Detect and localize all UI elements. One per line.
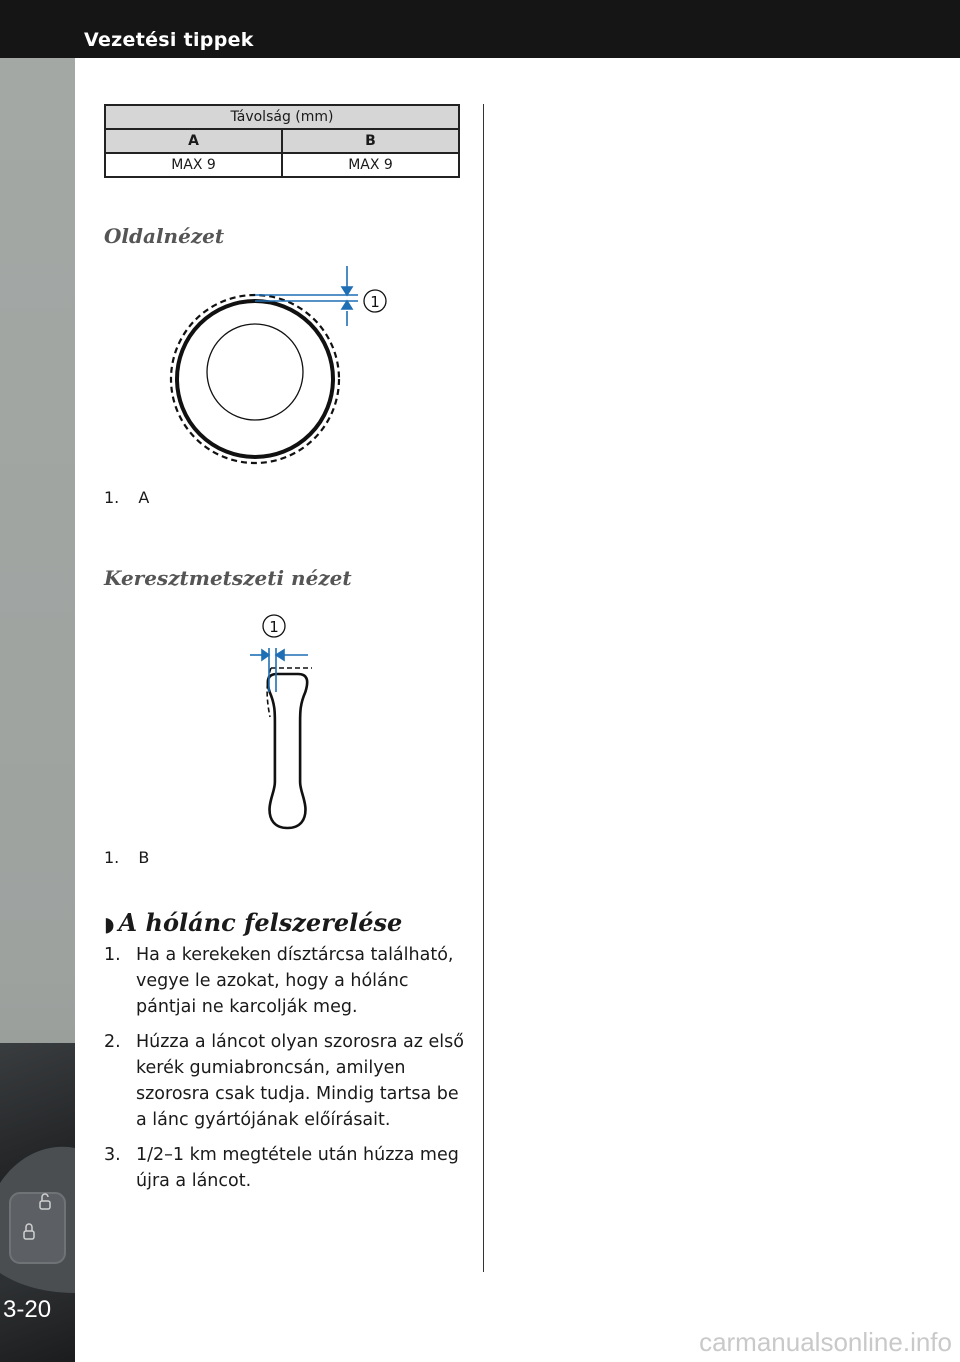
step-text: 1/2–1 km megtétele után húzza meg újra a láncot.: [136, 1145, 459, 1191]
section-marker-icon: ◗: [104, 912, 115, 936]
page-number: 3-20: [3, 1296, 52, 1323]
side-view-note-number: 1.: [104, 488, 120, 507]
step-number: 2.: [104, 1032, 121, 1052]
list-item: [104, 942, 474, 1020]
cross-section-note-label: B: [138, 848, 150, 867]
list-item: [104, 1029, 474, 1133]
section-heading-text: A hólánc felszerelése: [118, 908, 403, 937]
step-text: Húzza a láncot olyan szorosra az első kerék gumiabroncsán, amilyen szorosra csak tudja. Mindig tartsa be a lánc gyártójának előírásait.: [136, 1032, 464, 1130]
step-number: 1.: [104, 945, 121, 965]
table-cell-b: MAX 9: [282, 153, 459, 177]
cross-section-diagram: [240, 612, 330, 837]
side-view-diagram: [160, 262, 410, 472]
table-header-a: A: [105, 129, 282, 153]
steps-list: [104, 942, 474, 1203]
column-divider: [483, 104, 484, 1272]
step-text: Ha a kerekeken dísztárcsa található, vegye le azokat, hogy a hólánc pántjai ne karcolják meg.: [136, 945, 454, 1017]
table-header-b: B: [282, 129, 459, 153]
sidebar-strip: [0, 58, 75, 1362]
cross-section-note-number: 1.: [104, 848, 120, 867]
table-title: Távolság (mm): [105, 105, 459, 129]
side-view-note-label: A: [138, 488, 150, 507]
table-title-row: [105, 105, 459, 129]
cross-section-note: [104, 848, 149, 867]
watermark: carmanualsonline.info: [699, 1327, 952, 1357]
table-row: [105, 153, 459, 177]
table-cell-a: MAX 9: [105, 153, 282, 177]
distance-table: [104, 104, 460, 178]
section-heading: [104, 908, 402, 937]
list-item: [104, 1142, 474, 1194]
side-view-caption: Oldalnézet: [104, 224, 225, 248]
step-number: 3.: [104, 1145, 121, 1165]
side-view-note: [104, 488, 149, 507]
side-view-marker: 1: [370, 293, 380, 311]
cross-section-caption: Keresztmetszeti nézet: [104, 566, 352, 590]
cross-section-marker: 1: [269, 618, 279, 636]
header-title: Vezetési tippek: [84, 29, 254, 51]
table-header-row: [105, 129, 459, 153]
